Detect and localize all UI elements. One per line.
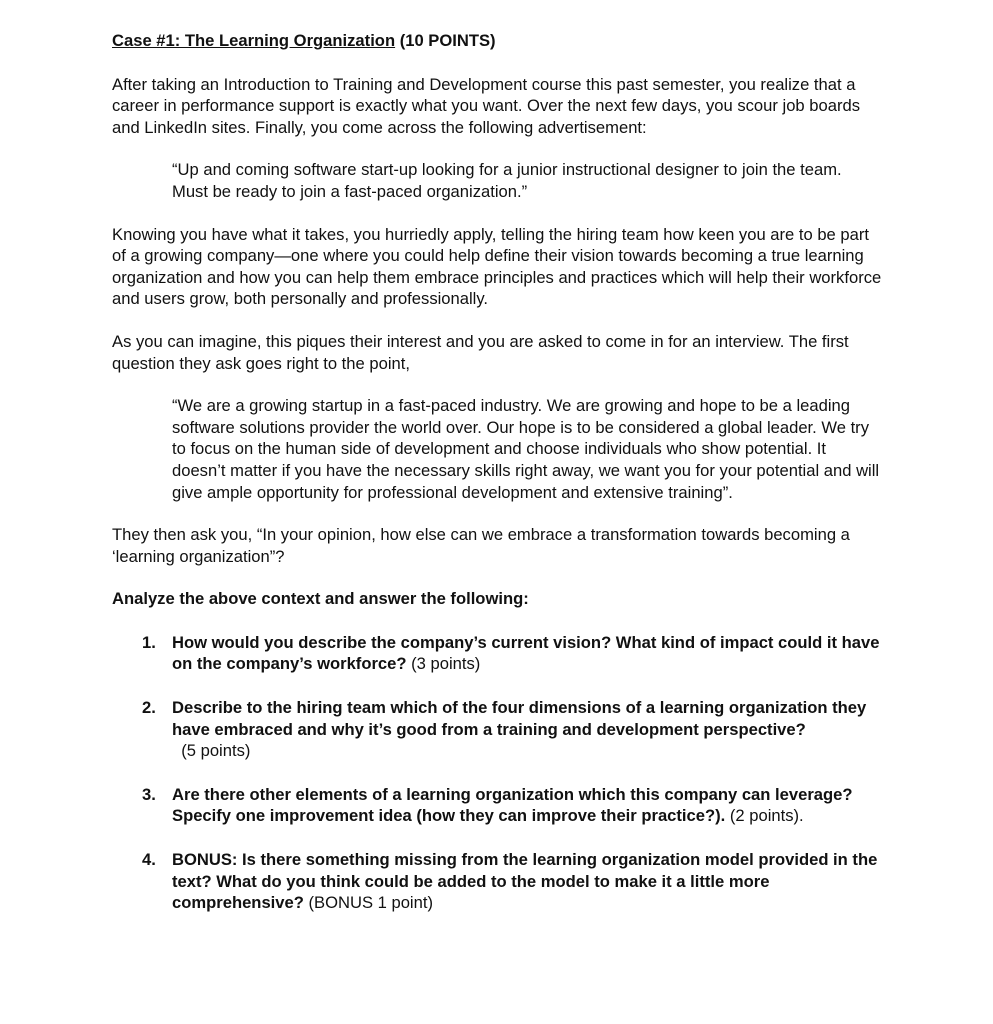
- case-title-points: (10 POINTS): [395, 31, 496, 50]
- question-item-2: [112, 697, 882, 762]
- question-text: BONUS: Is there something missing from the learning organization model provided in the text? What do you think could be added to the model to make it a little more comprehensive?: [172, 850, 878, 913]
- question-points: (2 points).: [725, 806, 804, 826]
- question-text: Are there other elements of a learning organization which this company can leverage? Specify one improvement idea (how they can improve their practice?).: [172, 784, 853, 826]
- advertisement-quote: “Up and coming software start-up looking for a junior instructional designer to join the team. Must be ready to join a fast-paced organization.”: [172, 160, 842, 201]
- analyze-heading: Analyze the above context and answer the following:: [112, 589, 529, 609]
- question-item-1: [112, 632, 882, 675]
- question-number: 1.: [142, 632, 156, 652]
- question-text: How would you describe the company’s current vision? What kind of impact could it have on the company’s workforce?: [172, 632, 880, 674]
- company-quote: “We are a growing startup in a fast-paced industry. We are growing and hope to be a leading software solutions provider the world over. Our hope is to be considered a global leader. We try to focus on the human side of development and choose individuals who show potential. It doesn’t matter if you have the necessary skills right away, we want you for your potential and will give ample opportunity for professional development and extensive training”.: [172, 396, 880, 502]
- question-points: (3 points): [406, 654, 481, 674]
- case-title-main: Case #1: The Learning Organization: [112, 31, 396, 50]
- question-points: (5 points): [172, 741, 251, 761]
- case-document: [112, 30, 882, 936]
- question-points: (BONUS 1 point): [303, 893, 433, 913]
- question-list: [112, 632, 882, 914]
- case-title: [112, 30, 882, 52]
- question-number: 4.: [142, 850, 156, 870]
- apply-paragraph: Knowing you have what it takes, you hurriedly apply, telling the hiring team how keen you are to be part of a growing company—one where you could help define their vision towards becoming a true learning organization and how you can help them embrace principles and practices which will help their workforce and users grow, both personally and professionally.: [112, 224, 882, 309]
- question-text: Describe to the hiring team which of the four dimensions of a learning organization they have embraced and why it’s good from a training and development perspective?: [172, 698, 867, 739]
- ask-paragraph: They then ask you, “In your opinion, how else can we embrace a transformation towards becoming a ‘learning organization”?: [112, 525, 850, 566]
- question-number: 3.: [142, 784, 156, 804]
- question-number: 2.: [142, 698, 156, 718]
- question-item-3: [112, 784, 882, 827]
- intro-paragraph: After taking an Introduction to Training and Development course this past semester, you realize that a career in performance support is exactly what you want. Over the next few days, you scour job boards and LinkedIn sites. Finally, you come across the following advertisement:: [112, 74, 861, 137]
- question-item-4: [112, 849, 882, 914]
- interview-paragraph: As you can imagine, this piques their interest and you are asked to come in for an interview. The first question they ask goes right to the point,: [112, 331, 849, 373]
